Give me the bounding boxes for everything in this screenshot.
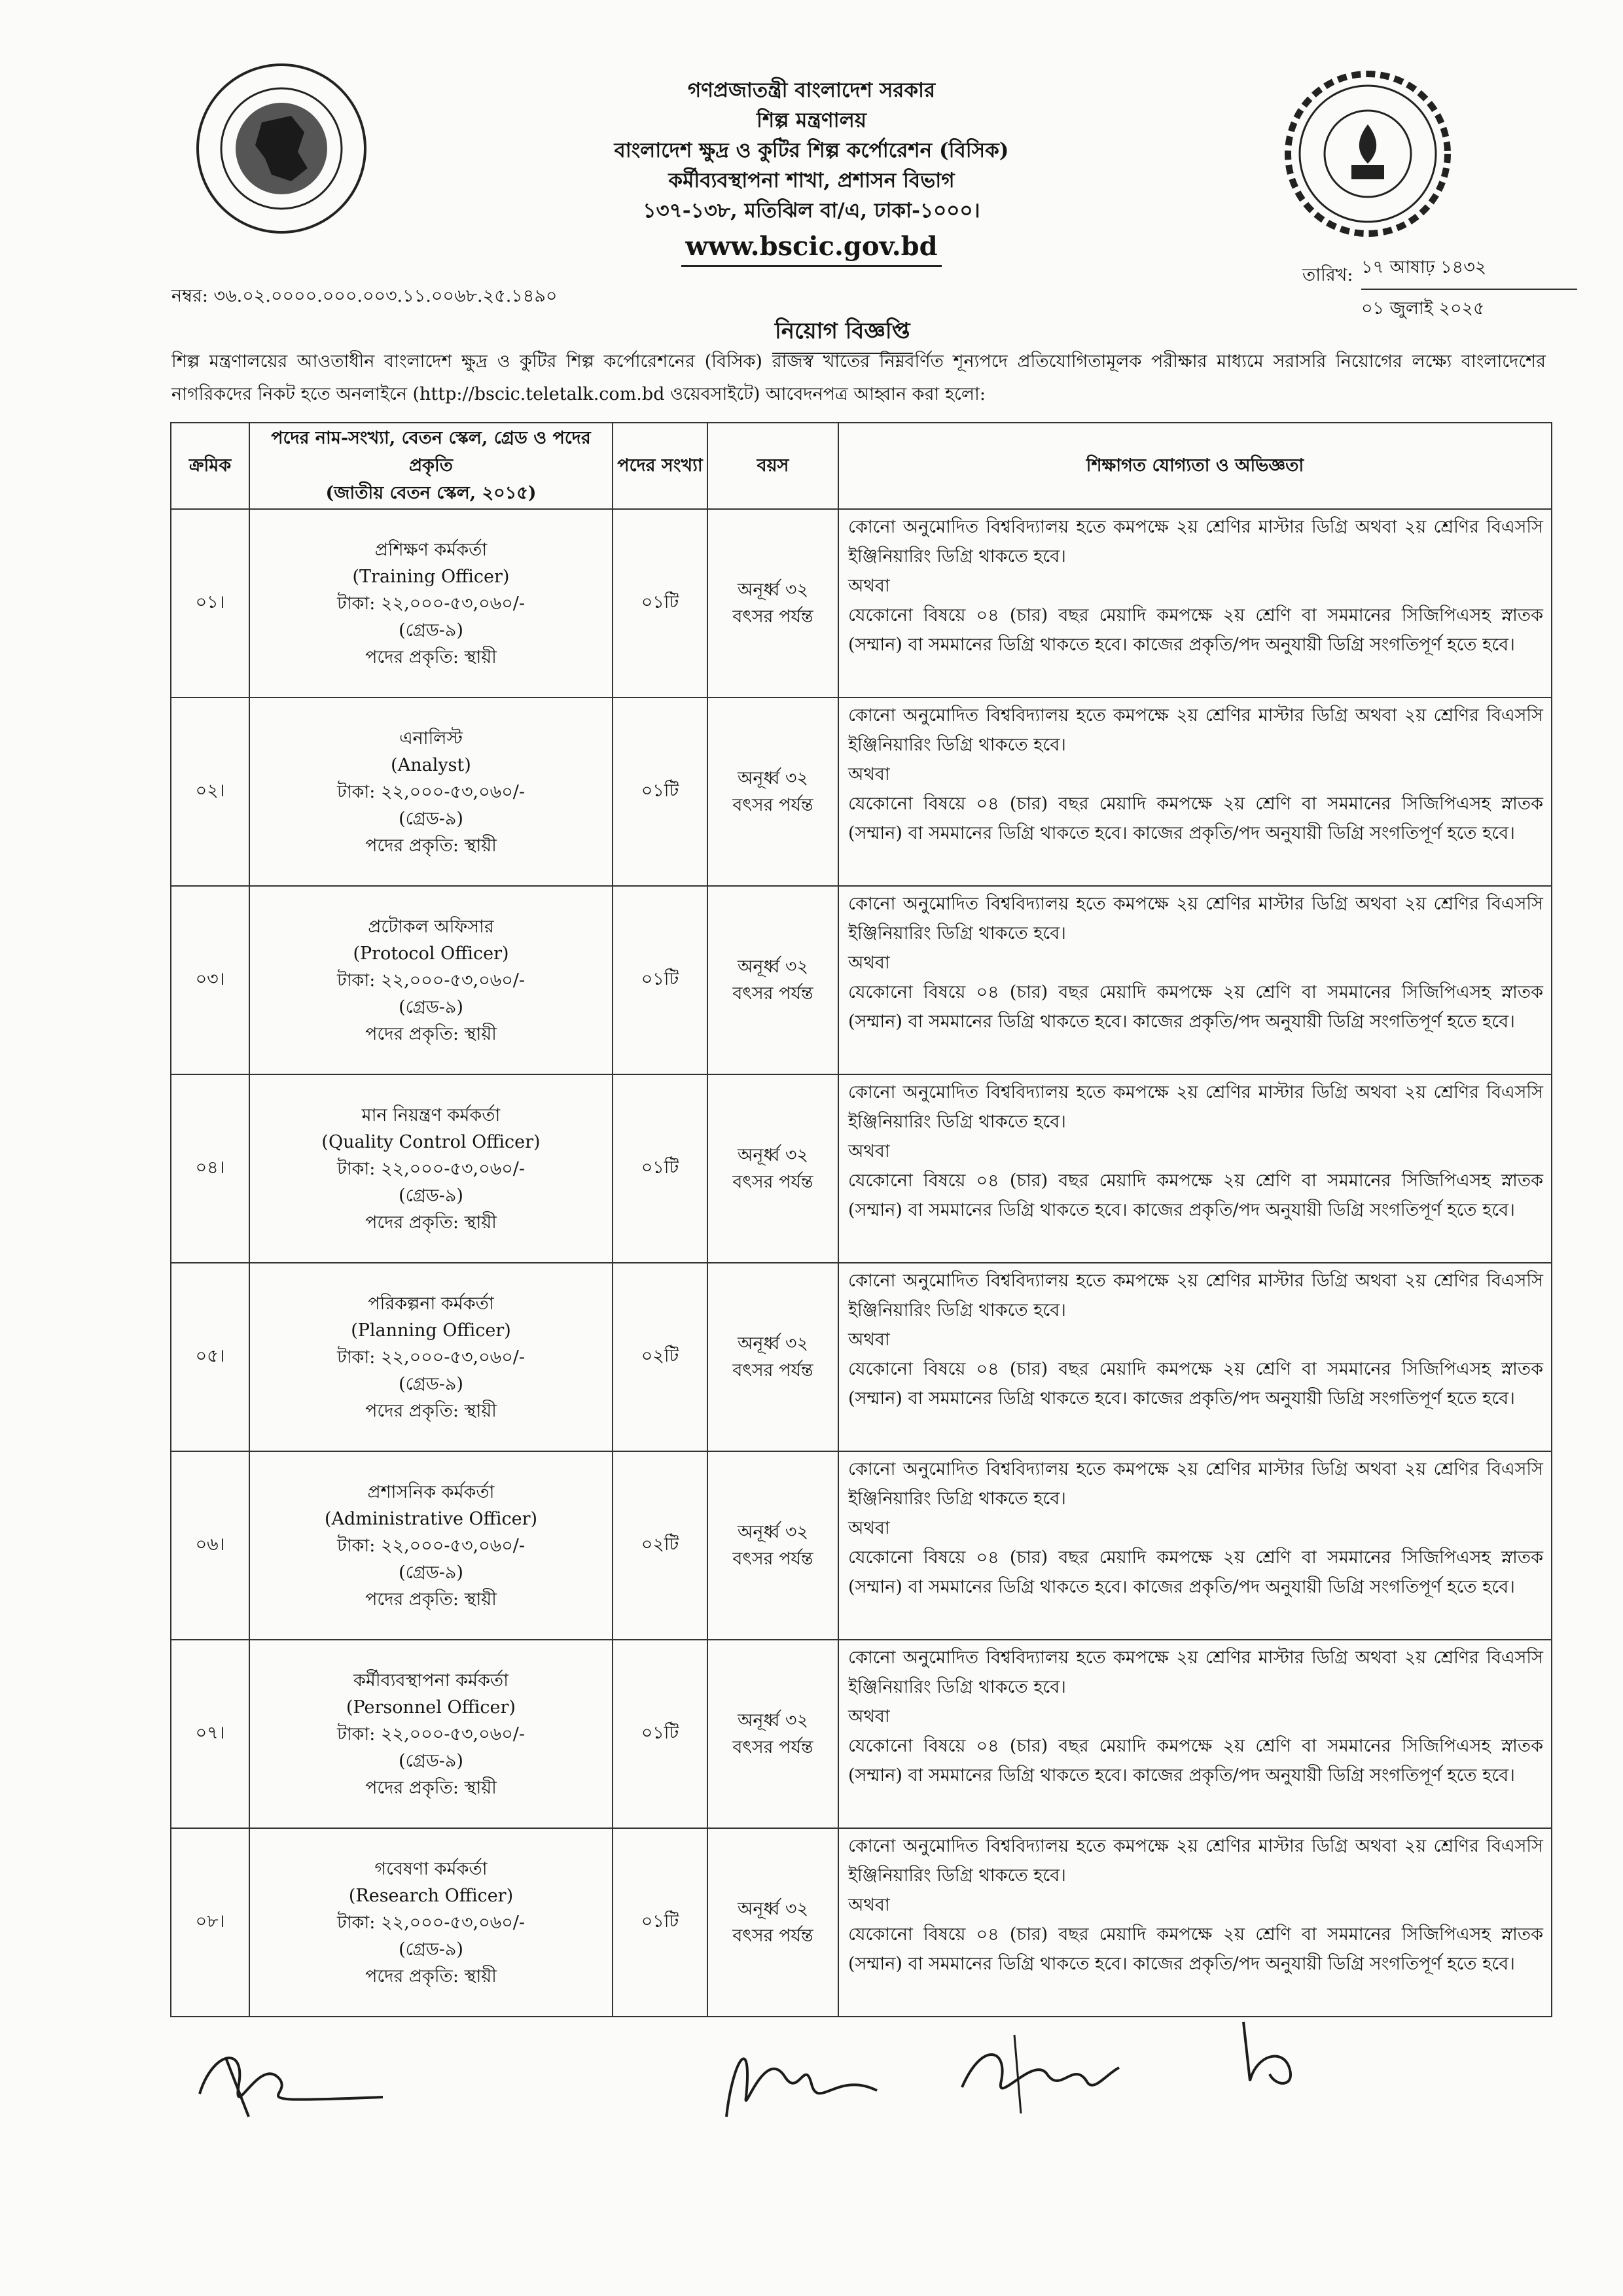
qualification-alternative: যেকোনো বিষয়ে ০৪ (চার) বছর মেয়াদি কমপক্ষে ২য় শ্রেণি বা সমমানের সিজিপিএসহ স্নাতক (সম্মান) বা সমমানের ডিগ্রি থাকতে হবে। কাজের প্রকৃতি/পদ অনুযায়ী ডিগ্রি সংগতিপূর্ণ হতে হবে।: [848, 1547, 1543, 1597]
serial-cell: ০৭।: [171, 1640, 249, 1828]
qualification-primary: কোনো অনুমোদিত বিশ্ববিদ্যালয় হতে কমপক্ষে ২য় শ্রেণির মাস্টার ডিগ্রি অথবা ২য় শ্রেণির বিএসসি ইঞ্জিনিয়ারিং ডিগ্রি থাকতে হবে।: [848, 1648, 1543, 1697]
letterhead: [524, 75, 1099, 267]
table-row: [171, 1263, 1552, 1451]
serial-cell: ০২।: [171, 698, 249, 886]
age-line-1: অনূর্ধ্ব ৩২: [737, 957, 809, 977]
serial-cell: ০৫।: [171, 1263, 249, 1451]
signature-3: [955, 2015, 1126, 2127]
age-line-1: অনূর্ধ্ব ৩২: [737, 1333, 809, 1354]
age-cell: [707, 1074, 838, 1263]
post-nature: পদের প্রকৃতি: স্থায়ী: [365, 1777, 497, 1798]
header-count: পদের সংখ্যা: [613, 423, 707, 509]
post-name-bn: পরিকল্পনা কর্মকর্তা: [368, 1293, 494, 1314]
department-name: কর্মীব্যবস্থাপনা শাখা, প্রশাসন বিভাগ: [668, 169, 955, 192]
qualification-cell: [838, 886, 1552, 1074]
post-name-en: (Analyst): [391, 754, 471, 775]
qualification-cell: [838, 509, 1552, 698]
notice-title: নিয়োগ বিজ্ঞপ্তি: [772, 314, 913, 354]
qualification-alternative: যেকোনো বিষয়ে ০৪ (চার) বছর মেয়াদি কমপক্ষে ২য় শ্রেণি বা সমমানের সিজিপিএসহ স্নাতক (সম্মান) বা সমমানের ডিগ্রি থাকতে হবে। কাজের প্রকৃতি/পদ অনুযায়ী ডিগ্রি সংগতিপূর্ণ হতে হবে।: [848, 1359, 1543, 1409]
age-cell: [707, 1828, 838, 2017]
memo-number: নম্বর: ৩৬.০২.০০০০.০০০.০০৩.১১.০০৬৮.২৫.১৪৯০: [171, 286, 558, 306]
qualification-primary: কোনো অনুমোদিত বিশ্ববিদ্যালয় হতে কমপক্ষে ২য় শ্রেণির মাস্টার ডিগ্রি অথবা ২য় শ্রেণির বিএসসি ইঞ্জিনিয়ারিং ডিগ্রি থাকতে হবে।: [848, 1271, 1543, 1320]
post-cell: [249, 1074, 613, 1263]
date-label: তারিখ:: [1302, 265, 1353, 285]
table-row: [171, 698, 1552, 886]
website-link[interactable]: www.bscic.gov.bd: [681, 228, 941, 267]
pay-scale: টাকা: ২২,০০০-৫৩,০৬০/-: [337, 1158, 525, 1179]
qualification-alternative: যেকোনো বিষয়ে ০৪ (চার) বছর মেয়াদি কমপক্ষে ২য় শ্রেণি বা সমমানের সিজিপিএসহ স্নাতক (সম্মান) বা সমমানের ডিগ্রি থাকতে হবে। কাজের প্রকৃতি/পদ অনুযায়ী ডিগ্রি সংগতিপূর্ণ হতে হবে।: [848, 1924, 1543, 1974]
serial-cell: ০৩।: [171, 886, 249, 1074]
post-name-bn: প্রশাসনিক কর্মকর্তা: [367, 1481, 495, 1502]
age-line-2: বৎসর পর্যন্ত: [732, 1549, 813, 1569]
table-header-row: [171, 423, 1552, 509]
qualification-primary: কোনো অনুমোদিত বিশ্ববিদ্যালয় হতে কমপক্ষে ২য় শ্রেণির মাস্টার ডিগ্রি অথবা ২য় শ্রেণির বিএসসি ইঞ্জিনিয়ারিং ডিগ্রি থাকতে হবে।: [848, 1459, 1543, 1509]
grade: (গ্রেড-৯): [399, 1185, 463, 1206]
age-line-2: বৎসর পর্যন্ত: [732, 607, 813, 627]
post-nature: পদের প্রকৃতি: স্থায়ী: [365, 1400, 497, 1421]
grade: (গ্রেড-৯): [399, 620, 463, 641]
post-cell: [249, 1263, 613, 1451]
post-name-en: (Planning Officer): [351, 1320, 511, 1341]
header-post: [249, 423, 613, 509]
header-qualification: শিক্ষাগত যোগ্যতা ও অভিজ্ঞতা: [838, 423, 1552, 509]
post-nature: পদের প্রকৃতি: স্থায়ী: [365, 1023, 497, 1044]
post-cell: [249, 1451, 613, 1640]
date-bangla: ১৭ আষাঢ় ১৪৩২: [1361, 250, 1577, 290]
qualification-cell: [838, 1640, 1552, 1828]
post-cell: [249, 886, 613, 1074]
count-cell: ০২টি: [613, 1451, 707, 1640]
count-cell: ০১টি: [613, 1074, 707, 1263]
qualification-primary: কোনো অনুমোদিত বিশ্ববিদ্যালয় হতে কমপক্ষে ২য় শ্রেণির মাস্টার ডিগ্রি অথবা ২য় শ্রেণির বিএসসি ইঞ্জিনিয়ারিং ডিগ্রি থাকতে হবে।: [848, 894, 1543, 944]
age-line-2: বৎসর পর্যন্ত: [732, 1737, 813, 1757]
header-serial: ক্রমিক: [171, 423, 249, 509]
pay-scale: টাকা: ২২,০০০-৫৩,০৬০/-: [337, 781, 525, 802]
date-english: ০১ জুলাই ২০২৫: [1361, 298, 1485, 319]
post-cell: [249, 1640, 613, 1828]
post-name-bn: প্রটোকল অফিসার: [368, 916, 494, 937]
signature-4: [1224, 2009, 1315, 2094]
pay-scale: টাকা: ২২,০০০-৫৩,০৬০/-: [337, 1535, 525, 1556]
qualification-primary: কোনো অনুমোদিত বিশ্ববিদ্যালয় হতে কমপক্ষে ২য় শ্রেণির মাস্টার ডিগ্রি অথবা ২য় শ্রেণির বিএসসি ইঞ্জিনিয়ারিং ডিগ্রি থাকতে হবে।: [848, 705, 1543, 755]
header-post-line2: প্রকৃতি: [408, 455, 454, 476]
table-row: [171, 1451, 1552, 1640]
qualification-or: অথবা: [848, 764, 890, 785]
post-nature: পদের প্রকৃতি: স্থায়ী: [365, 1212, 497, 1233]
grade: (গ্রেড-৯): [399, 1939, 463, 1960]
post-nature: পদের প্রকৃতি: স্থায়ী: [365, 1589, 497, 1610]
age-cell: [707, 1263, 838, 1451]
serial-cell: ০৬।: [171, 1451, 249, 1640]
age-cell: [707, 509, 838, 698]
qualification-primary: কোনো অনুমোদিত বিশ্ববিদ্যালয় হতে কমপক্ষে ২য় শ্রেণির মাস্টার ডিগ্রি অথবা ২য় শ্রেণির বিএসসি ইঞ্জিনিয়ারিং ডিগ্রি থাকতে হবে।: [848, 1836, 1543, 1886]
table-row: [171, 509, 1552, 698]
count-cell: ০২টি: [613, 1263, 707, 1451]
age-line-1: অনূর্ধ্ব ৩২: [737, 1522, 809, 1542]
qualification-cell: [838, 1074, 1552, 1263]
count-cell: ০১টি: [613, 509, 707, 698]
header-post-line1: পদের নাম-সংখ্যা, বেতন স্কেল, গ্রেড ও পদের: [271, 428, 591, 448]
qualification-or: অথবা: [848, 576, 890, 596]
post-name-bn: কর্মীব্যবস্থাপনা কর্মকর্তা: [353, 1670, 508, 1691]
pay-scale: টাকা: ২২,০০০-৫৩,০৬০/-: [337, 1723, 525, 1744]
post-name-en: (Training Officer): [352, 566, 510, 587]
qualification-alternative: যেকোনো বিষয়ে ০৪ (চার) বছর মেয়াদি কমপক্ষে ২য় শ্রেণি বা সমমানের সিজিপিএসহ স্নাতক (সম্মান) বা সমমানের ডিগ্রি থাকতে হবে। কাজের প্রকৃতি/পদ অনুযায়ী ডিগ্রি সংগতিপূর্ণ হতে হবে।: [848, 1171, 1543, 1220]
qualification-or: অথবা: [848, 1895, 890, 1915]
age-line-1: অনূর্ধ্ব ৩২: [737, 768, 809, 788]
post-nature: পদের প্রকৃতি: স্থায়ী: [365, 835, 497, 856]
pay-scale: টাকা: ২২,০০০-৫৩,০৬০/-: [337, 1912, 525, 1933]
signature-1-icon: [187, 2032, 402, 2130]
date-block: [1361, 250, 1577, 325]
signature-2: [707, 2019, 890, 2130]
serial-cell: ০১।: [171, 509, 249, 698]
qualification-cell: [838, 1263, 1552, 1451]
vacancy-table: [170, 422, 1552, 2017]
age-line-1: অনূর্ধ্ব ৩২: [737, 1899, 809, 1919]
qualification-cell: [838, 1451, 1552, 1640]
post-name-en: (Personnel Officer): [346, 1697, 516, 1718]
age-line-1: অনূর্ধ্ব ৩২: [737, 1145, 809, 1165]
age-line-1: অনূর্ধ্ব ৩২: [737, 580, 809, 600]
bscic-logo: [1279, 65, 1456, 242]
signature-1: [187, 2032, 402, 2130]
grade: (গ্রেড-৯): [399, 808, 463, 829]
table-row: [171, 1828, 1552, 2017]
serial-cell: ০৪।: [171, 1074, 249, 1263]
grade: (গ্রেড-৯): [399, 1373, 463, 1394]
pay-scale: টাকা: ২২,০০০-৫৩,০৬০/-: [337, 970, 525, 991]
pay-scale: টাকা: ২২,০০০-৫৩,০৬০/-: [337, 593, 525, 614]
qualification-or: অথবা: [848, 1141, 890, 1161]
age-cell: [707, 886, 838, 1074]
gear-emblem-icon: [1279, 65, 1456, 242]
age-line-2: বৎসর পর্যন্ত: [732, 1172, 813, 1192]
qualification-alternative: যেকোনো বিষয়ে ০৪ (চার) বছর মেয়াদি কমপক্ষে ২য় শ্রেণি বা সমমানের সিজিপিএসহ স্নাতক (সম্মান) বা সমমানের ডিগ্রি থাকতে হবে। কাজের প্রকৃতি/পদ অনুযায়ী ডিগ্রি সংগতিপূর্ণ হতে হবে।: [848, 1736, 1543, 1786]
age-line-2: বৎসর পর্যন্ত: [732, 1360, 813, 1381]
post-name-en: (Administrative Officer): [324, 1508, 538, 1529]
pay-scale: টাকা: ২২,০০০-৫৩,০৬০/-: [337, 1347, 525, 1368]
grade: (গ্রেড-৯): [399, 1750, 463, 1771]
age-cell: [707, 698, 838, 886]
header-post-line3: (জাতীয় বেতন স্কেল, ২০১৫): [325, 483, 537, 503]
qualification-cell: [838, 698, 1552, 886]
qualification-cell: [838, 1828, 1552, 2017]
qualification-alternative: যেকোনো বিষয়ে ০৪ (চার) বছর মেয়াদি কমপক্ষে ২য় শ্রেণি বা সমমানের সিজিপিএসহ স্নাতক (সম্মান) বা সমমানের ডিগ্রি থাকতে হবে। কাজের প্রকৃতি/পদ অনুযায়ী ডিগ্রি সংগতিপূর্ণ হতে হবে।: [848, 605, 1543, 655]
qualification-or: অথবা: [848, 1330, 890, 1350]
post-name-en: (Quality Control Officer): [321, 1131, 541, 1152]
count-cell: ০১টি: [613, 1640, 707, 1828]
qualification-primary: কোনো অনুমোদিত বিশ্ববিদ্যালয় হতে কমপক্ষে ২য় শ্রেণির মাস্টার ডিগ্রি অথবা ২য় শ্রেণির বিএসসি ইঞ্জিনিয়ারিং ডিগ্রি থাকতে হবে।: [848, 517, 1543, 567]
qualification-or: অথবা: [848, 953, 890, 973]
qualification-or: অথবা: [848, 1706, 890, 1727]
age-cell: [707, 1640, 838, 1828]
signature-4-icon: [1224, 2009, 1315, 2094]
age-line-2: বৎসর পর্যন্ত: [732, 1926, 813, 1946]
post-nature: পদের প্রকৃতি: স্থায়ী: [365, 1966, 497, 1987]
intro-paragraph: শিল্প মন্ত্রণালয়ের আওতাধীন বাংলাদেশ ক্ষুদ্র ও কুটির শিল্প কর্পোরেশনের (বিসিক) রাজস্ব খাতের নিম্নবর্ণিত শূন্যপদে প্রতিযোগিতামূলক পরীক্ষার মাধ্যমে সরাসরি নিয়োগের লক্ষ্যে বাংলাদেশের নাগরিকদের নিকট হতে অনলাইনে (http://bscic.teletalk.com.bd ওয়েবসাইটে) আবেদনপত্র আহ্বান করা হলো:: [171, 351, 1546, 404]
count-cell: ০১টি: [613, 1828, 707, 2017]
grade: (গ্রেড-৯): [399, 997, 463, 1017]
post-name-bn: এনালিস্ট: [399, 728, 463, 749]
qualification-primary: কোনো অনুমোদিত বিশ্ববিদ্যালয় হতে কমপক্ষে ২য় শ্রেণির মাস্টার ডিগ্রি অথবা ২য় শ্রেণির বিএসসি ইঞ্জিনিয়ারিং ডিগ্রি থাকতে হবে।: [848, 1082, 1543, 1132]
post-name-en: (Research Officer): [348, 1885, 514, 1906]
count-cell: ০১টি: [613, 886, 707, 1074]
post-name-bn: প্রশিক্ষণ কর্মকর্তা: [374, 539, 488, 560]
post-name-en: (Protocol Officer): [353, 943, 509, 964]
table-row: [171, 1074, 1552, 1263]
post-cell: [249, 698, 613, 886]
government-seal-icon: [193, 60, 370, 237]
organization-name: বাংলাদেশ ক্ষুদ্র ও কুটির শিল্প কর্পোরেশন (বিসিক): [614, 139, 1009, 162]
post-cell: [249, 1828, 613, 2017]
table-row: [171, 1640, 1552, 1828]
age-line-2: বৎসর পর্যন্ত: [732, 795, 813, 815]
govt-name: গণপ্রজাতন্ত্রী বাংলাদেশ সরকার: [687, 79, 936, 102]
age-line-2: বৎসর পর্যন্ত: [732, 983, 813, 1004]
ministry-name: শিল্প মন্ত্রণালয়: [757, 109, 866, 132]
post-name-bn: মান নিয়ন্ত্রণ কর্মকর্তা: [361, 1104, 501, 1125]
signature-3-icon: [955, 2015, 1126, 2127]
table-row: [171, 886, 1552, 1074]
government-seal-logo: [193, 60, 370, 237]
count-cell: ০১টি: [613, 698, 707, 886]
office-address: ১৩৭-১৩৮, মতিঝিল বা/এ, ঢাকা-১০০০।: [643, 199, 980, 222]
grade: (গ্রেড-৯): [399, 1562, 463, 1583]
post-nature: পদের প্রকৃতি: স্থায়ী: [365, 646, 497, 667]
post-name-bn: গবেষণা কর্মকর্তা: [374, 1858, 488, 1879]
age-cell: [707, 1451, 838, 1640]
qualification-or: অথবা: [848, 1518, 890, 1538]
age-line-1: অনূর্ধ্ব ৩২: [737, 1710, 809, 1731]
qualification-alternative: যেকোনো বিষয়ে ০৪ (চার) বছর মেয়াদি কমপক্ষে ২য় শ্রেণি বা সমমানের সিজিপিএসহ স্নাতক (সম্মান) বা সমমানের ডিগ্রি থাকতে হবে। কাজের প্রকৃতি/পদ অনুযায়ী ডিগ্রি সংগতিপূর্ণ হতে হবে।: [848, 982, 1543, 1032]
serial-cell: ০৮।: [171, 1828, 249, 2017]
post-cell: [249, 509, 613, 698]
signature-2-icon: [707, 2019, 890, 2130]
qualification-alternative: যেকোনো বিষয়ে ০৪ (চার) বছর মেয়াদি কমপক্ষে ২য় শ্রেণি বা সমমানের সিজিপিএসহ স্নাতক (সম্মান) বা সমমানের ডিগ্রি থাকতে হবে। কাজের প্রকৃতি/পদ অনুযায়ী ডিগ্রি সংগতিপূর্ণ হতে হবে।: [848, 794, 1543, 843]
header-age: বয়স: [707, 423, 838, 509]
